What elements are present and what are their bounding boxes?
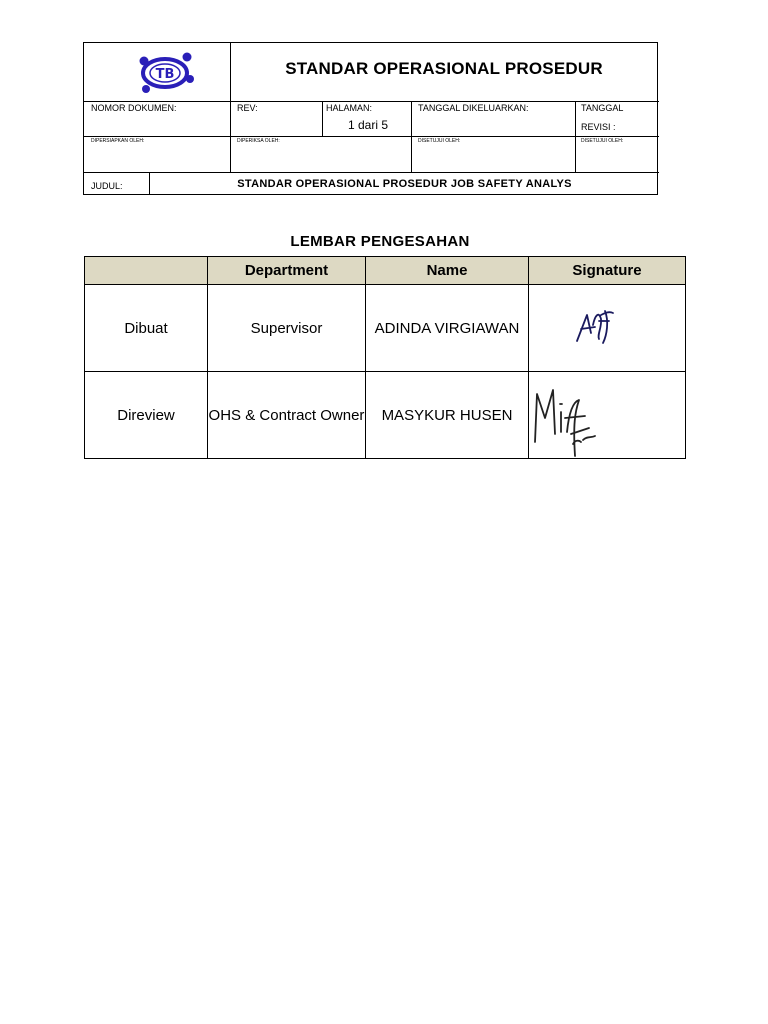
label-disetujui-1: DISETUJUI OLEH:	[418, 138, 461, 144]
label-halaman: HALAMAN:	[326, 103, 373, 113]
label-rev: REV:	[237, 103, 258, 113]
department-cell: OHS & Contract Owner	[208, 372, 366, 459]
label-disetujui-2: DISETUJUI OLEH:	[581, 138, 624, 144]
document-header	[83, 42, 658, 195]
name-cell: MASYKUR HUSEN	[366, 372, 529, 459]
column-header-department: Department	[208, 257, 366, 285]
name-cell: ADINDA VIRGIAWAN	[366, 285, 529, 372]
label-tanggal-revisi-2: REVISI :	[581, 122, 616, 132]
company-logo	[134, 49, 196, 97]
page-number: 1 dari 5	[347, 118, 389, 132]
column-header-role	[85, 257, 208, 285]
column-header-name: Name	[366, 257, 529, 285]
document-subject: STANDAR OPERASIONAL PROSEDUR JOB SAFETY ANALYS	[237, 178, 572, 190]
label-tanggal-revisi-1: TANGGAL	[581, 103, 624, 113]
signature-cell	[529, 285, 686, 372]
signature-image	[529, 372, 686, 458]
label-nomor-dokumen: NOMOR DOKUMEN:	[91, 103, 177, 113]
signature-cell	[529, 372, 686, 459]
label-diperiksa: DIPERIKSA OLEH:	[237, 138, 280, 144]
approval-sheet-title: LEMBAR PENGESAHAN	[290, 233, 470, 250]
label-judul: JUDUL:	[91, 181, 123, 191]
table-row	[85, 372, 686, 459]
approval-header-row	[85, 257, 686, 285]
table-row	[85, 285, 686, 372]
label-tanggal-dikeluarkan: TANGGAL DIKELUARKAN:	[418, 103, 529, 113]
role-cell: Dibuat	[85, 285, 208, 372]
column-header-signature: Signature	[529, 257, 686, 285]
document-title: STANDAR OPERASIONAL PROSEDUR	[285, 59, 603, 78]
signature-image	[529, 285, 686, 371]
approval-table	[84, 256, 686, 459]
department-cell: Supervisor	[208, 285, 366, 372]
role-cell: Direview	[85, 372, 208, 459]
logo-text: TB	[155, 67, 175, 82]
label-dipersiapkan: DIPERSIAPKAN OLEH:	[91, 138, 145, 144]
